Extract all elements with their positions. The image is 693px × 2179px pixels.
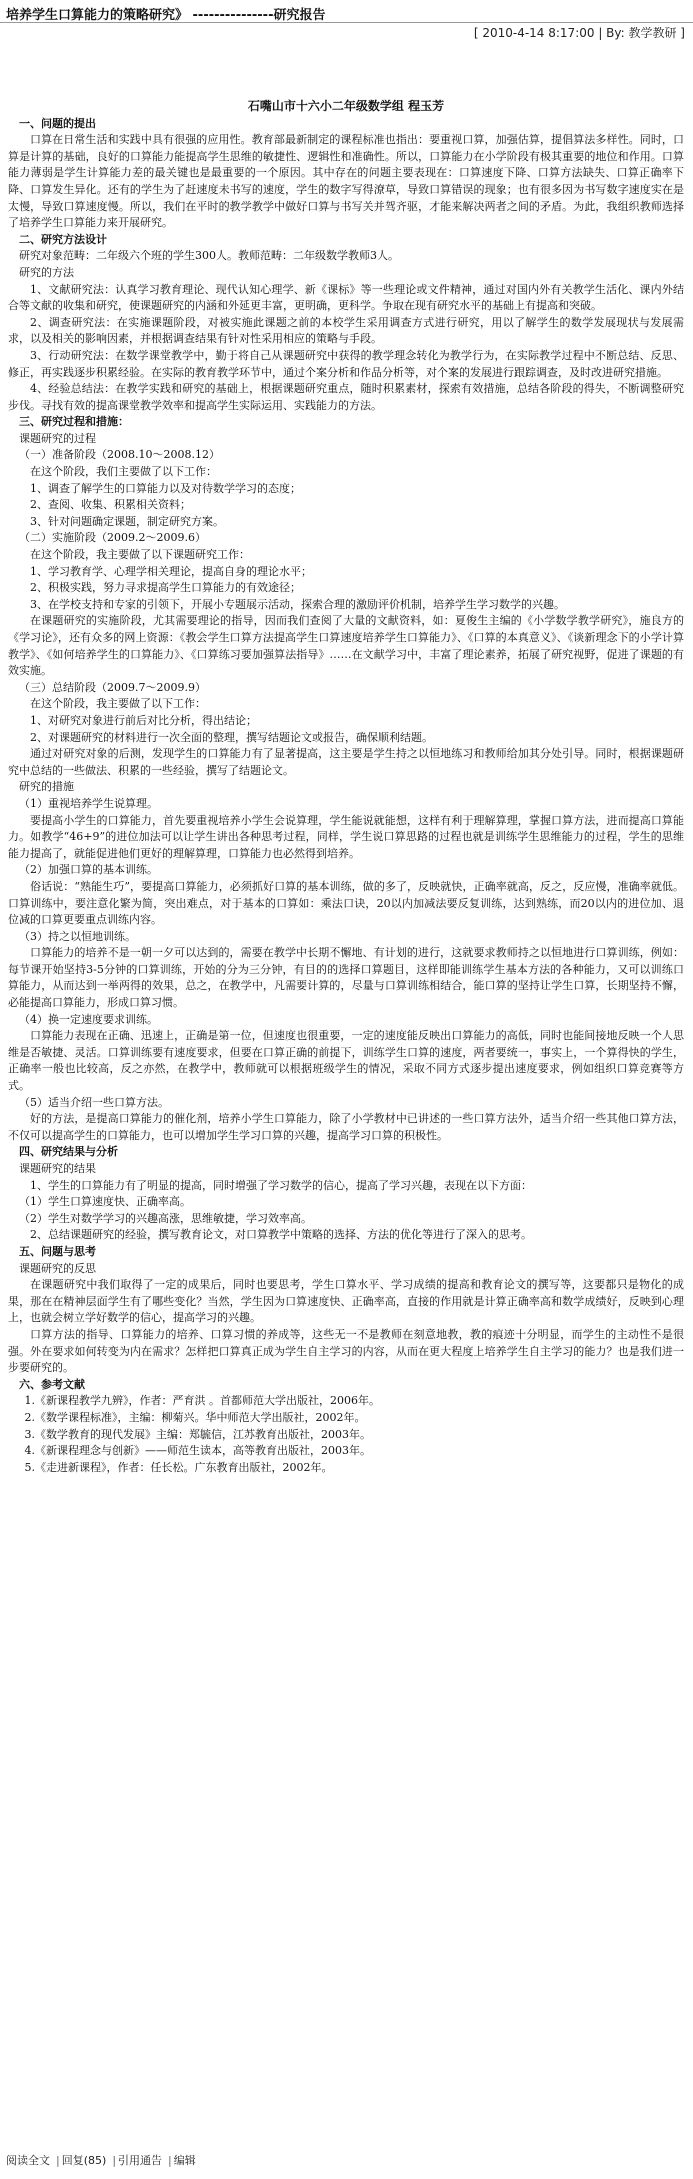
paragraph: 研究对象范畴：二年级六个班的学生300人。教师范畴：二年级数学教师3人。 — [19, 249, 399, 263]
paragraph: （4）换一定速度要求训练。 — [19, 1012, 158, 1026]
paragraph: 2、对课题研究的材料进行一次全面的整理，撰写结题论文或报告，确保顺利结题。 — [30, 730, 433, 744]
paragraph: 3、针对问题确定课题，制定研究方案。 — [30, 514, 224, 528]
reply-link[interactable]: 回复(85) — [61, 2154, 107, 2167]
reference-item: 1.《新课程教学九辨》，作者：严育洪 。首都师范大学出版社，2006年。 — [24, 1394, 380, 1408]
section-heading: 六、参考文献 — [19, 1377, 85, 1391]
post-title: 培养学生口算能力的策略研究》 ---------------研究报告 — [6, 8, 326, 23]
separator: | — [168, 2154, 172, 2167]
reference-item: 5.《走进新课程》，作者：任长松。广东教育出版社，2002年。 — [24, 1460, 333, 1474]
reference-item: 4.《新课程理念与创新》——师范生读本，高等教育出版社，2003年。 — [24, 1444, 371, 1458]
paragraph: 2、查阅、收集、积累相关资料； — [30, 498, 191, 512]
paragraph: （二）实施阶段（2009.2～2009.6） — [19, 531, 206, 545]
paragraph: 研究的方法 — [19, 265, 74, 279]
paragraph: 4、经验总结法：在教学实践和研究的基础上，根据课题研究重点，随时积累素材，探索有效措施，总结各阶段的得失，不断调整研究步伐。寻找有效的提高课堂教学效率和提高学生实际运用、实践能力的方法。 — [8, 382, 684, 412]
separator: | — [56, 2154, 60, 2167]
paragraph: 2、调查研究法：在实施课题阶段，对被实施此课题之前的本校学生采用调查方式进行研究，用以了解学生的数学发展现状与发展需求，以及相关的影响因素，并根据调查结果有针对性采用相应的策略与手段。 — [8, 315, 684, 346]
article-body — [8, 98, 684, 1476]
paragraph: 俗话说：“熟能生巧”，要提高口算能力，必须抓好口算的基本训练，做的多了，反映就快，正确率就高，反之，反应慢，准确率就低。口算训练中，要注意化繁为简，突出难点，对于基本的口算如：乘法口诀，20以内加减法要反复训练，达到熟练，而20以内的进位加、退位减的口算更要重点训练内容。 — [8, 879, 684, 927]
post-meta: [ 2010-4-14 8:17:00 | By: 教学教研 ] — [473, 26, 685, 40]
paragraph: （一）准备阶段（2008.10～2008.12） — [19, 448, 220, 462]
reference-item: 3.《数学教育的现代发展》主编：郑毓信，江苏教育出版社，2003年。 — [24, 1427, 371, 1441]
paragraph: （2）学生对数学学习的兴趣高涨，思维敏捷，学习效率高。 — [19, 1211, 312, 1225]
article-paragraphs — [8, 116, 684, 1394]
paragraph: 在课题研究中我们取得了一定的成果后，同时也要思考，学生口算水平、学习成绩的提高和教育论文的撰写等，这要都只是物化的成果，那在在精神层面学生有了哪些变化？当然，学生因为口算速度快、正确率高，直接的作用就是计算正确率高和数学成绩好，反映到心理上，也就会树立学好数学的信心，提高学习的兴趣。 — [8, 1278, 684, 1325]
section-heading: 五、问题与思考 — [19, 1244, 96, 1258]
paragraph: 1、学习教育学、心理学相关理论，提高自身的理论水平； — [30, 564, 312, 578]
paragraph: 要提高小学生的口算能力，首先要重视培养小学生会说算理，学生能说就能想，这样有利于理解算理，掌握口算方法，进而提高口算能力。如教学“46+9”的进位加法可以让学生讲出各种思考过程，同样，学生说口算思路的过程也就是训练学生思维能力的过程，学生的思维能力提高了，就能促进他们更好的理解算理，口算能力也必然得到培养。 — [8, 813, 684, 860]
paragraph: 1、对研究对象进行前后对比分析，得出结论； — [30, 713, 257, 727]
paragraph: 课题研究的反思 — [19, 1261, 96, 1275]
paragraph: 2、总结课题研究的经验，撰写教育论文，对口算教学中策略的选择、方法的优化等进行了深入的思考。 — [30, 1228, 532, 1242]
paragraph: （2）加强口算的基本训练。 — [19, 863, 158, 877]
paragraph: 课题研究的结果 — [19, 1162, 96, 1175]
paragraph: （1）学生口算速度快、正确率高。 — [19, 1195, 191, 1209]
paragraph: 1、学生的口算能力有了明显的提高，同时增强了学习数学的信心，提高了学习兴趣，表现在以下方面： — [30, 1178, 532, 1192]
paragraph: 口算在日常生活和实践中具有很强的应用性。教育部最新制定的课程标准也指出：要重视口算，加强估算，提倡算法多样性。同时，口算是计算的基础，良好的口算能力能提高学生思维的敏捷性、逻辑性和准确性。所以，口算能力在小学阶段有极其重要的地位和作用。口算能力薄弱是学生计算能力差的最关键也是最重要的一个原因。其中存在的问题主要表现在：口算速度下降、口算方法缺失、口算正确率下降、口算发生异化。还有的学生为了赶速度未书写的速度，学生的数字写得潦草，导致口算错误的现象；也有很多因为书写数字速度实在是太慢，导致口算速度慢。所以，我们在平时的教学教学中做好口算与书写关并驾齐驱，才能来解决两者之间的矛盾。为此，我组织教师选择了培养学生口算能力来开展研究。 — [8, 133, 684, 230]
section-heading: 二、研究方法设计 — [19, 232, 107, 246]
edit-link[interactable]: 编辑 — [173, 2154, 196, 2167]
article-author: 石嘴山市十六小二年级数学组 程玉芳 — [247, 99, 445, 113]
paragraph: （3）持之以恒地训练。 — [19, 929, 136, 943]
paragraph: 口算能力表现在正确、迅速上，正确是第一位，但速度也很重要，一定的速度能反映出口算能力的高低，同时也能间接地反映一个人思维是否敏捷、灵活。口算训练要有速度要求，但要在口算正确的前提下，训练学生口算的速度，两者要统一，事实上，一个算得快的学生，正确率一般也比较高，反之亦然，在教学中，教师就可以根据班级学生的情况，采取不同方式逐步提出速度要求，例如组织口算竞赛等方式。 — [8, 1029, 684, 1093]
paragraph: 在这个阶段，我们主要做了以下工作： — [30, 465, 217, 479]
paragraph: 1、文献研究法：认真学习教育理论、现代认知心理学、新《课标》等一些理论或文件精神，通过对国内外有关教学生活化、课内外结合等文献的收集和研究，使课题研究的内涵和外延更丰富，更明确，更科学。争取在现有研究水平的基础上有提高和突破。 — [8, 282, 684, 313]
read-full-link[interactable]: 阅读全文 — [6, 2154, 50, 2167]
paragraph: 3、在学校支持和专家的引领下，开展小专题展示活动，探索合理的激励评价机制，培养学生学习数学的兴趣。 — [30, 597, 565, 611]
trackback-link[interactable]: 引用通告 — [118, 2154, 163, 2167]
reference-list — [8, 1393, 684, 1476]
title-divider — [0, 22, 693, 23]
paragraph: 1、调查了解学生的口算能力以及对待数学学习的态度； — [30, 481, 301, 495]
reference-item: 2.《数学课程标准》，主编：柳菊兴。华中师范大学出版社，2002年。 — [24, 1410, 366, 1424]
paragraph: （三）总结阶段（2009.7～2009.9） — [19, 680, 206, 694]
section-heading: 一、问题的提出 — [19, 116, 96, 130]
paragraph: 2、积极实践，努力寻求提高学生口算能力的有效途径； — [30, 581, 301, 595]
paragraph: 通过对研究对象的后测，发现学生的口算能力有了显著提高，这主要是学生持之以恒地练习和教师给加其分处引导。同时，根据课题研究中总结的一些做法、积累的一些经验，撰写了结题论文。 — [8, 747, 684, 777]
paragraph: 好的方法，是提高口算能力的催化剂，培养小学生口算能力，除了小学教材中已讲述的一些口算方法外，适当介绍一些其他口算方法，不仅可以提高学生的口算能力，也可以增加学生学习口算的兴趣，提高学习口算的积极性。 — [8, 1112, 684, 1142]
paragraph: 口算方法的指导、口算能力的培养、口算习惯的养成等，这些无一不是教师在刻意地教，教的痕迹十分明显，而学生的主动性不是很强。外在要求如何转变为内在需求？怎样把口算真正成为学生自主学习的内容，从而在更大程度上培养学生自主学习的能力？也是我们进一步要研究的。 — [8, 1327, 684, 1375]
paragraph: 3、行动研究法：在数学课堂教学中，勤于将自己从课题研究中获得的教学理念转化为教学行为，在实际教学过程中不断总结、反思、修正，再实践逐步积累经验。在实际的教育教学环节中，通过个案分析和作品分析等，对个案的发展进行跟踪调查，及时改进研究措施。 — [8, 348, 684, 379]
paragraph: 在这个阶段，我主要做了以下工作： — [30, 697, 206, 711]
paragraph: 课题研究的过程 — [19, 431, 96, 445]
paragraph: 在这个阶段，我主要做了以下课题研究工作： — [30, 548, 250, 562]
section-heading: 三、研究过程和措施： — [19, 415, 129, 429]
separator: | — [112, 2154, 117, 2167]
paragraph: （5）适当介绍一些口算方法。 — [19, 1095, 169, 1109]
post-footer — [6, 2152, 198, 2168]
paragraph: （1）重视培养学生说算理。 — [19, 796, 158, 810]
paragraph: 口算能力的培养不是一朝一夕可以达到的，需要在教学中长期不懈地、有计划的进行，这就要求教师持之以恒地进行口算训练，例如：每节课开始坚持3-5分钟的口算训练，开始的分为三分钟，有目的的选择口算题目，这样即能训练学生基本方法的各种能力，又可以训练口算能力，从而达到一举两得的效果，总之，在教学中，凡需要计算的，尽量与口算训练相结合，能口算的坚持让学生口算，长期坚持不懈，必能提高口算能力，形成口算习惯。 — [8, 946, 684, 1010]
paragraph: 研究的措施 — [19, 780, 74, 794]
paragraph: 在课题研究的实施阶段，尤其需要理论的指导，因而我们查阅了大量的文献资料，如：夏俊生主编的《小学数学教学研究》，施良方的《学习论》，还有众多的网上资源：《教会学生口算方法提高学生口算速度培养学生口算能力》、《口算的本真意义》、《谈新理念下的小学计算教学》、《如何培养学生的口算能力》、《口算练习要加强算法指导》……在文献学习中，丰富了理论素养，拓展了研究视野，促进了课题的有效实施。 — [8, 614, 684, 678]
section-heading: 四、研究结果与分析 — [19, 1145, 118, 1159]
